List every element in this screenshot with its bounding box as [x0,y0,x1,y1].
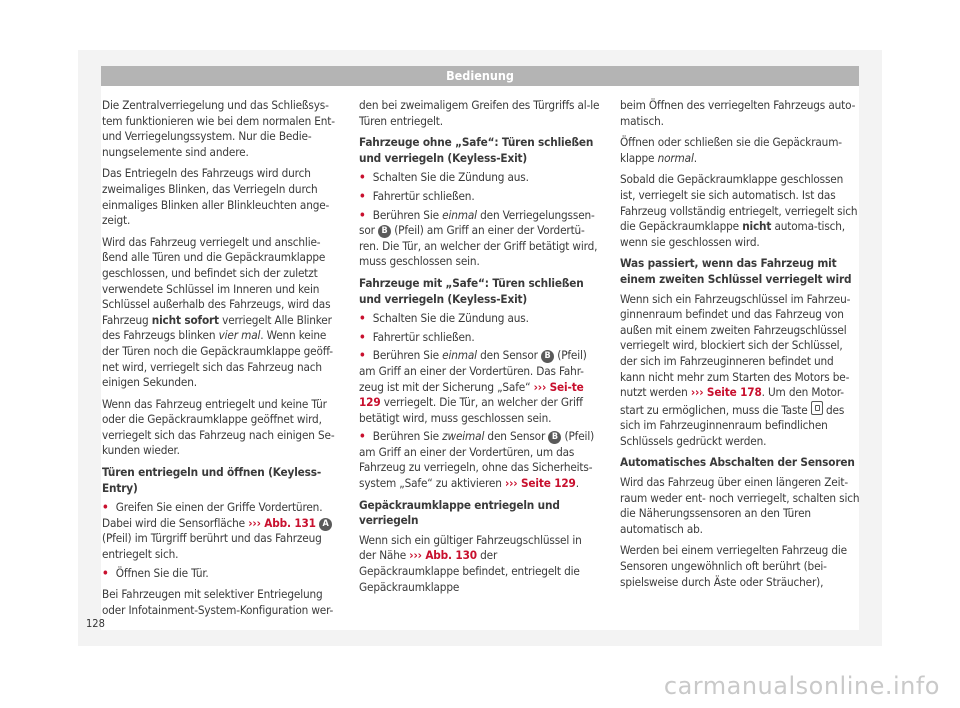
paragraph [620,475,861,537]
text: den Verriegelungssen-sor [359,207,595,238]
bullet-icon: • [359,329,366,344]
subheading: Fahrzeuge mit „Safe“: Türen schließen und verriegeln (Keyless-Exit) [359,275,584,306]
paragraph [620,135,861,166]
text: den Sensor [480,348,538,363]
text: . Um den Motor-start zu ermöglichen, muss die Taste [620,385,844,417]
text: Sobald die Gepäckraumklappe geschlossen ist, verriegelt sie sich automatisch. Ist das Fahrzeug vollständig entriegelt, verriegelt sich die Gepäckraumklappe [620,172,858,234]
subheading: Fahrzeuge ohne „Safe“: Türen schließen und verriegeln (Keyless-Exit) [359,135,594,165]
text: Fahrertür schließen. [372,188,475,203]
text-column-1 [102,98,343,624]
bullet-item [359,189,600,205]
text: beim Öffnen des verriegelten Fahrzeugs auto-matisch. [620,98,856,128]
text: Schalten Sie die Zündung aus. [372,311,529,326]
paragraph [102,587,343,618]
cross-reference-link[interactable]: ››› Abb. 131 [248,515,316,530]
paragraph [620,172,861,250]
paragraph [620,292,861,450]
text: Fahrertür schließen. [372,329,475,344]
text: . [575,476,579,491]
text: der Gepäckraumklappe befindet, entriegelt die Gepäckraumklappe [359,548,580,594]
text: Wird das Fahrzeug verriegelt und anschlie-ßend alle Türen und die Gepäckraumklappe geschlossen, und befindet sich der zuletzt verwendete Schlüssel im Inneren und kein Schlüssel außerhalb des Fahrzeugs, wird das Fahrzeug [102,234,331,327]
paragraph [620,543,861,590]
cross-reference-link[interactable]: ››› Sei-te 129 [359,379,584,410]
sensor-label-icon: B [378,225,391,238]
bullet-icon: • [359,188,366,203]
text: Berühren Sie [372,348,439,363]
subheading: Gepäckraumklappe entriegeln und verriegeln [359,497,560,528]
text: verriegelt. Die Tür, an welcher der Griff betätigt wird, muss geschlossen sein. [359,395,583,425]
cross-reference-link[interactable]: ››› Seite 178 [690,385,762,400]
section-header: Bedienung [101,66,859,86]
text: Die Zentralverriegelung und das Schließsys-tem funktionieren wie bei dem normalen Ent- und Verriegelungssystem. Nur die Bedie-nungselemente sind andere. [102,98,335,159]
text: den bei zweimaligem Greifen des Türgriffs al-le Türen entriegelt. [359,98,600,128]
text: Das Entriegeln des Fahrzeugs wird durch zweimaliges Blinken, das Verriegeln durch einmaliges Blinken aller Blinkleuchten ange-zeigt. [102,166,330,228]
text: den Sensor [487,429,546,444]
text-column-3 [620,98,861,596]
text: (Pfeil) am Griff an einer der Vordertüren, um das Fahrzeug zu verriegeln, ohne das Sicherheits-system „Safe“ zu aktivieren [359,429,595,491]
bullet-icon: • [359,311,366,326]
italic-text: zweimal [442,429,485,444]
text: Bei Fahrzeugen mit selektiver Entriegelung oder Infotainment-System-Konfiguration wer- [102,587,334,617]
text: Wird das Fahrzeug über einen längeren Zeit-raum weder ent- noch verriegelt, schalten sich die Näherungssensoren an den Türen automatisch ab. [620,475,860,536]
sensor-label-icon: A [319,518,332,531]
text: . Wenn keine der Türen noch die Gepäckraumklappe geöff-net wird, verriegelt sich das Fahrzeug nach einigen Sekunden. [102,328,333,390]
text: Greifen Sie einen der Griffe Vordertüren. Dabei wird die Sensorfläche [102,500,323,530]
text-column-2 [359,98,600,601]
text: (Pfeil) am Griff an einer der Vordertüren. Das Fahr-zeug ist mit der Sicherung „Safe“ [359,348,587,394]
italic-text: einmal [442,207,477,222]
paragraph [102,166,343,228]
bullet-icon: • [359,429,366,444]
text: des sich im Fahrzeuginnenraum befindlichen Schlüssels gedrückt werden. [620,402,845,448]
paragraph [102,235,343,391]
paragraph [620,98,861,129]
bullet-item [359,311,600,327]
text: Wenn das Fahrzeug entriegelt und keine Tür oder die Gepäckraumklappe geöffnet wird, verriegelt sich das Fahrzeug nach einigen Se-kunden wieder. [102,396,335,458]
text: Wenn sich ein Fahrzeugschlüssel im Fahrzeu-ginnenraum befindet und das Fahrzeug von außen mit einem zweiten Fahrzeugschlüssel verriegelt wird, blockiert sich der Schlüssel, der sich im Fahrzeuginneren befindet und kann nicht mehr zum Starten des Motors be-nutzt werden [620,291,851,400]
bullet-item [359,208,600,270]
paragraph [102,98,343,160]
text: Schalten Sie die Zündung aus. [372,170,529,185]
cross-reference-link[interactable]: ››› Seite 129 [504,476,576,491]
text: Berühren Sie [372,207,439,222]
text: Öffnen oder schließen sie die Gepäckraum-klappe [620,135,842,165]
text: (Pfeil) am Griff an einer der Vordertü-ren. Die Tür, an welcher der Griff betätigt wird, muss geschlossen sein. [359,223,598,269]
italic-text: normal [657,150,694,165]
text: Wenn sich ein gültiger Fahrzeugschlüssel in der Nähe [359,532,582,563]
text: verriegelt Alle Blinker des Fahrzeugs blinken [102,312,332,343]
paragraph [359,98,600,129]
key-lock-button-icon [811,401,823,415]
subheading: Was passiert, wenn das Fahrzeug mit einem zweiten Schlüssel verriegelt wird [620,256,852,286]
bullet-icon: • [102,500,109,515]
bullet-icon: • [359,170,366,185]
bullet-icon: • [359,348,366,363]
paragraph [359,533,600,595]
bullet-item [102,566,343,582]
sensor-label-icon: B [548,431,561,444]
bullet-item [359,170,600,186]
text: . [693,150,697,165]
text: Werden bei einem verriegelten Fahrzeug die Sensoren ungewöhnlich oft berührt (bei-spielsweise durch Äste oder Sträucher), [620,543,848,589]
bullet-item [102,500,343,562]
bold-text: nicht [742,219,772,234]
cross-reference-link[interactable]: ››› Abb. 130 [409,548,477,563]
text: Öffnen Sie die Tür. [115,565,209,580]
bullet-item [359,429,600,491]
bullet-item [359,330,600,346]
watermark: carmanualsonline.info [663,672,940,700]
italic-text: vier mal [218,328,261,343]
subheading: Türen entriegeln und öffnen (Keyless-Entry) [102,465,322,495]
bullet-icon: • [359,207,366,222]
bullet-icon: • [102,565,109,580]
page-number: 128 [86,617,105,630]
paragraph [102,397,343,459]
italic-text: einmal [442,348,477,363]
bold-text: nicht sofort [151,312,219,327]
text: (Pfeil) im Türgriff berührt und das Fahrzeug entriegelt sich. [102,531,322,562]
bullet-item [359,348,600,426]
subheading: Automatisches Abschalten der Sensoren [620,455,855,470]
sensor-label-icon: B [541,350,554,363]
text: automa-tisch, wenn sie geschlossen wird. [620,219,845,249]
text: Berühren Sie [372,429,439,444]
